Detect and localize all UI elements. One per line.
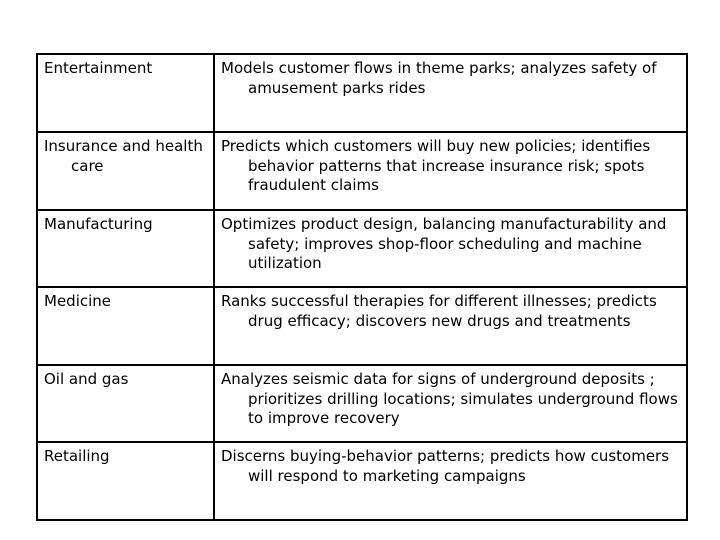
application-cell <box>214 210 687 287</box>
industry-cell <box>37 210 214 287</box>
application-cell <box>214 54 687 132</box>
application-text: Analyzes seismic data for signs of underground deposits ; prioritizes drilling locations; simulates underground flows to improve recovery <box>221 370 678 427</box>
application-cell <box>214 365 687 442</box>
industry-cell <box>37 287 214 365</box>
application-text: Optimizes product design, balancing manufacturability and safety; improves shop-floor scheduling and machine utilization <box>221 215 667 272</box>
table-row <box>37 287 687 365</box>
application-cell <box>214 442 687 520</box>
industry-cell <box>37 54 214 132</box>
application-cell <box>214 287 687 365</box>
industry-cell <box>37 132 214 210</box>
table-row <box>37 54 687 132</box>
table-row <box>37 210 687 287</box>
industry-label: Insurance and health care <box>44 137 203 175</box>
application-text: Ranks successful therapies for different illnesses; predicts drug efficacy; discovers new drugs and treatments <box>221 292 657 330</box>
industry-label: Retailing <box>44 447 110 465</box>
industry-label: Oil and gas <box>44 370 129 388</box>
application-cell <box>214 132 687 210</box>
applications-table <box>36 53 688 521</box>
industry-cell <box>37 442 214 520</box>
application-text: Models customer flows in theme parks; analyzes safety of amusement parks rides <box>221 59 657 97</box>
application-text: Discerns buying-behavior patterns; predicts how customers will respond to marketing campaigns <box>221 447 670 485</box>
application-text: Predicts which customers will buy new policies; identifies behavior patterns that increase insurance risk; spots fraudulent claims <box>221 137 651 194</box>
table-row <box>37 132 687 210</box>
industry-label: Entertainment <box>44 59 153 77</box>
table-row <box>37 365 687 442</box>
industry-label: Manufacturing <box>44 215 153 233</box>
table-row <box>37 442 687 520</box>
industry-label: Medicine <box>44 292 112 310</box>
industry-cell <box>37 365 214 442</box>
